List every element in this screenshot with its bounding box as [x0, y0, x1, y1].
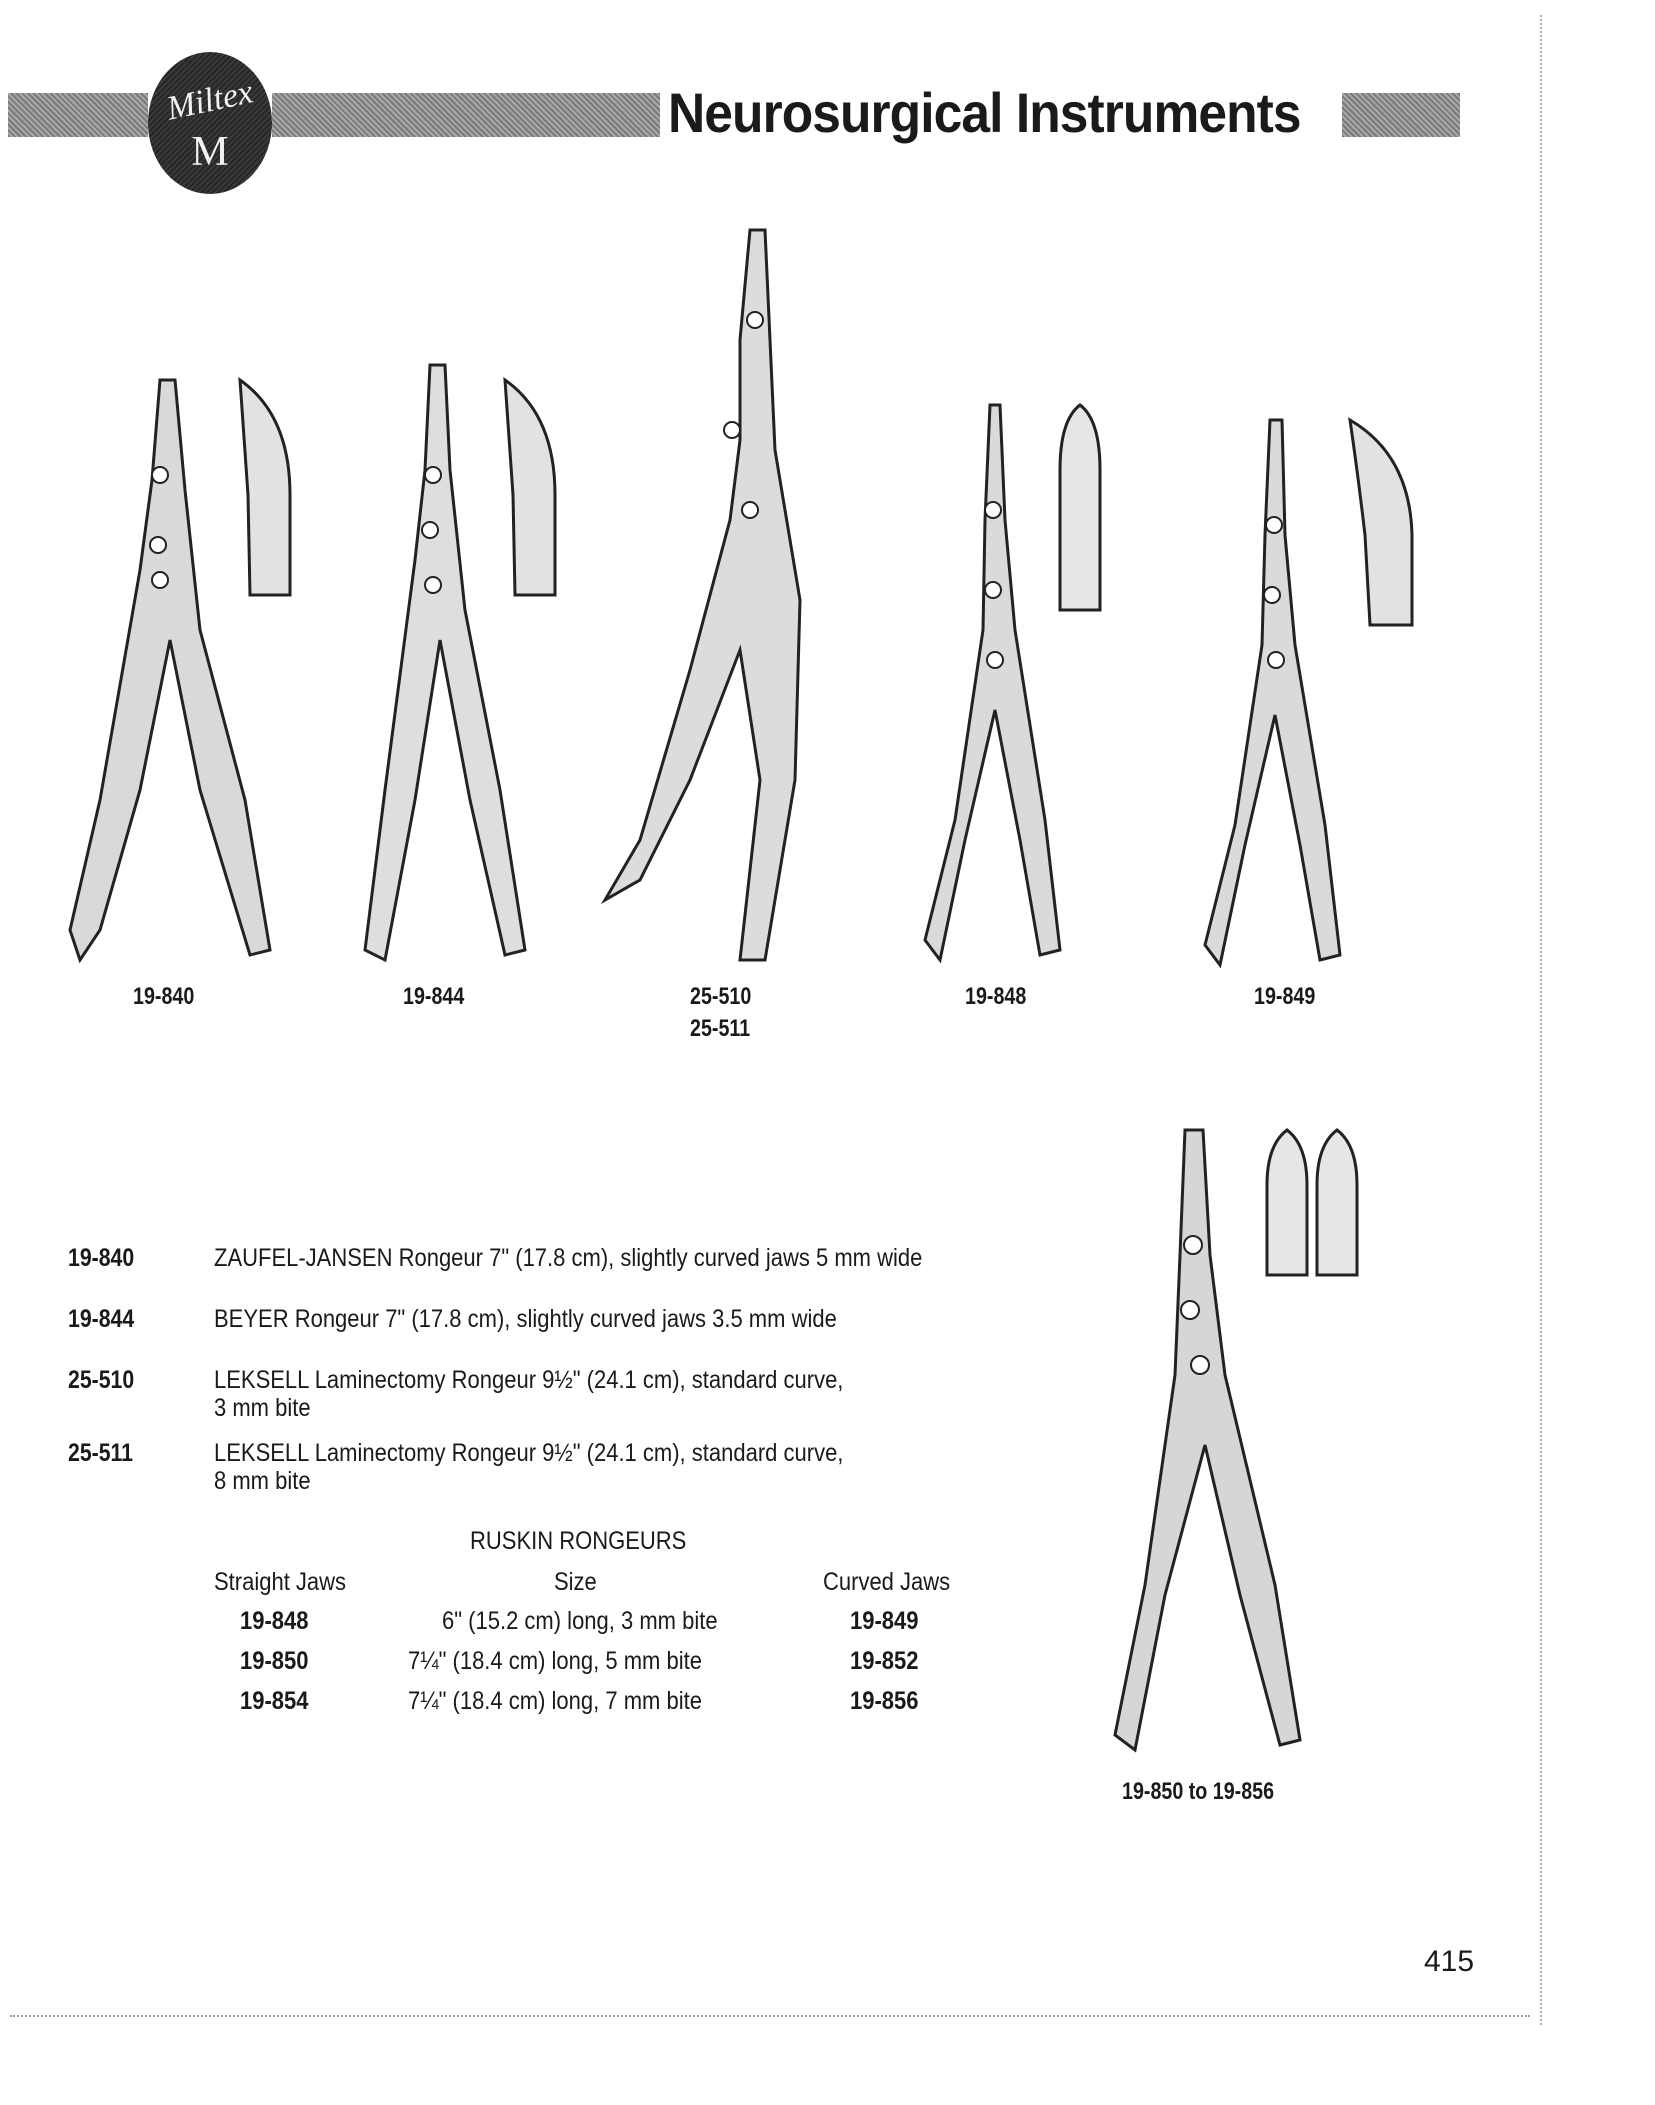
table-cell-curved: 19-852: [850, 1647, 919, 1675]
product-description: LEKSELL Laminectomy Rongeur 9½" (24.1 cm), standard curve,: [214, 1439, 844, 1467]
ruskin-table-title: RUSKIN RONGEURS: [470, 1527, 687, 1555]
figure-caption: 19-840: [133, 983, 195, 1010]
table-cell-size: 7¼" (18.4 cm) long, 7 mm bite: [408, 1687, 702, 1715]
figure-caption: 25-510: [690, 983, 752, 1010]
column-header-curved: Curved Jaws: [823, 1568, 951, 1596]
product-code: 19-844: [68, 1305, 135, 1333]
right-edge-line: [1540, 15, 1542, 2025]
jaw-detail-19-844: [495, 375, 565, 605]
product-code: 19-840: [68, 1244, 135, 1272]
jaw-detail-19-840: [230, 375, 300, 605]
table-cell-straight: 19-854: [240, 1687, 309, 1715]
product-description: ZAUFEL-JANSEN Rongeur 7" (17.8 cm), slightly curved jaws 5 mm wide: [214, 1244, 923, 1272]
figure-caption: 19-850 to 19-856: [1122, 1778, 1275, 1805]
rongeur-illustration-25-510: [600, 220, 830, 970]
figure-caption: 19-849: [1254, 983, 1316, 1010]
column-header-size: Size: [554, 1568, 597, 1596]
table-cell-straight: 19-850: [240, 1647, 309, 1675]
jaw-detail-19-850-a: [1262, 1125, 1312, 1285]
header-bar-right: [1342, 93, 1460, 137]
rongeur-illustration-19-848: [905, 400, 1075, 970]
product-description-line2: 8 mm bite: [214, 1467, 311, 1495]
table-cell-size: 6" (15.2 cm) long, 3 mm bite: [442, 1607, 718, 1635]
header-bar-left: [8, 93, 148, 137]
table-cell-curved: 19-849: [850, 1607, 919, 1635]
product-code: 25-511: [68, 1439, 133, 1467]
figure-caption: 19-844: [403, 983, 465, 1010]
table-cell-straight: 19-848: [240, 1607, 309, 1635]
table-cell-size: 7¼" (18.4 cm) long, 5 mm bite: [408, 1647, 702, 1675]
page-title: Neurosurgical Instruments: [668, 81, 1301, 144]
rongeur-illustration-19-849: [1190, 415, 1360, 970]
jaw-detail-19-848: [1055, 400, 1105, 620]
bottom-rule: [10, 2015, 1530, 2017]
product-description: BEYER Rongeur 7" (17.8 cm), slightly curved jaws 3.5 mm wide: [214, 1305, 837, 1333]
product-description: LEKSELL Laminectomy Rongeur 9½" (24.1 cm), standard curve,: [214, 1366, 844, 1394]
page-number: 415: [1424, 1945, 1475, 1978]
column-header-straight: Straight Jaws: [214, 1568, 347, 1596]
product-description-line2: 3 mm bite: [214, 1394, 311, 1422]
figure-caption: 19-848: [965, 983, 1027, 1010]
figure-caption: 25-511: [690, 1015, 751, 1042]
miltex-logo: Miltex M: [148, 52, 272, 194]
product-code: 25-510: [68, 1366, 135, 1394]
table-cell-curved: 19-856: [850, 1687, 919, 1715]
header-bar-middle: [272, 93, 660, 137]
jaw-detail-19-849: [1340, 415, 1420, 635]
jaw-detail-19-850-b: [1312, 1125, 1362, 1285]
